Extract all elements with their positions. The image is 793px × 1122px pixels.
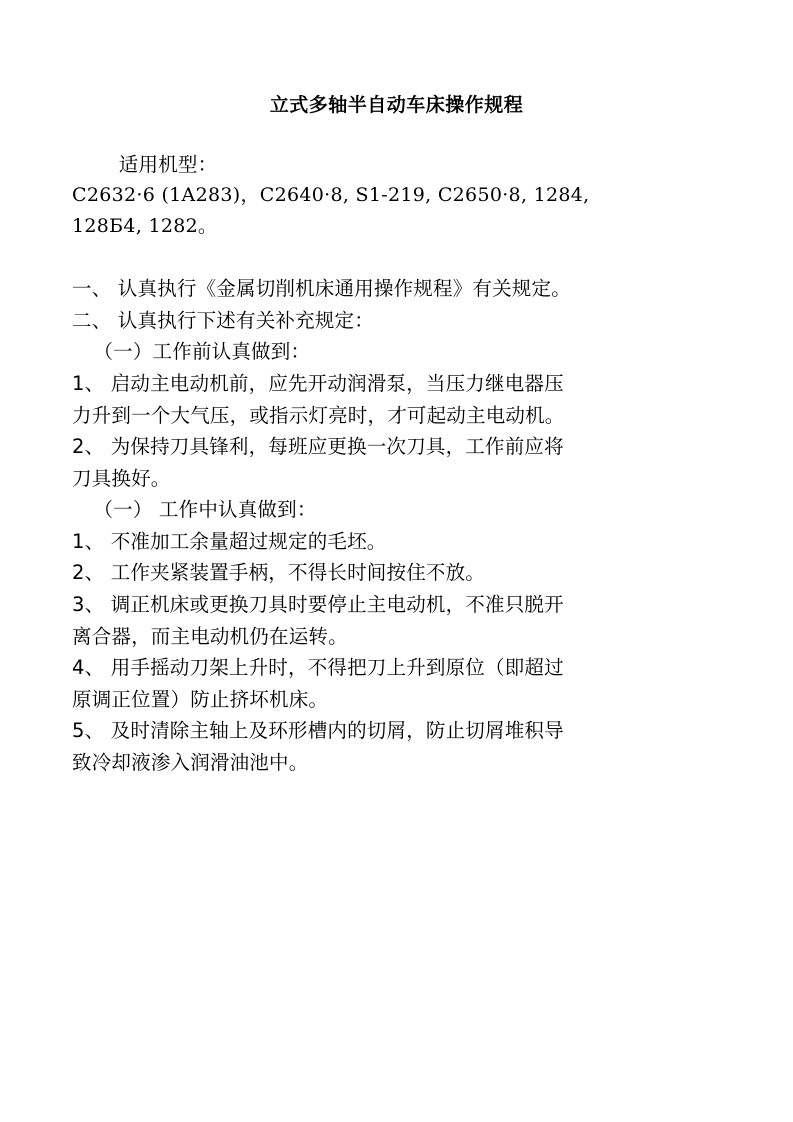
item-1-2-cont: 刀具换好。 xyxy=(72,466,171,490)
item-2-4-cont: 原调正位置）防止挤坏机床。 xyxy=(72,687,329,711)
item-2-5-cont: 致冷却液渗入润滑油池中。 xyxy=(72,750,309,774)
applicable-models-label: 适用机型： xyxy=(118,152,218,176)
item-2-2: 2、 工作夹紧装置手柄，不得长时间按住不放。 xyxy=(72,561,486,585)
page-title: 立式多轴半自动车床操作规程 xyxy=(269,94,524,116)
subsection-2-heading: （一） 工作中认真做到： xyxy=(93,498,317,522)
spacer xyxy=(72,242,721,274)
item-2-3-cont: 离合器，而主电动机仍在运转。 xyxy=(72,624,348,648)
models-line-2: 128Б4, 1282。 xyxy=(72,214,218,237)
subsection-1-heading: （一）工作前认真做到： xyxy=(93,340,311,364)
models-line-1: C2632·6 (1A283)，C2640·8, S1-219, C2650·8, 1284, xyxy=(72,184,590,207)
section-1: 一、 认真执行《金属切削机床通用操作规程》有关规定。 xyxy=(72,277,571,301)
item-2-3: 3、 调正机床或更换刀具时要停止主电动机，不准只脱开 xyxy=(72,593,564,617)
item-2-5: 5、 及时清除主轴上及环形槽内的切屑，防止切屑堆积导 xyxy=(72,719,564,743)
item-1-2: 2、 为保持刀具锋利，每班应更换一次刀具，工作前应将 xyxy=(72,435,564,459)
item-2-4: 4、 用手摇动刀架上升时，不得把刀上升到原位（即超过 xyxy=(72,656,564,680)
section-2: 二、 认真执行下述有关补充规定： xyxy=(72,308,374,332)
item-1-1: 1、 启动主电动机前，应先开动润滑泵，当压力继电器压 xyxy=(72,372,564,396)
item-2-1: 1、 不准加工余量超过规定的毛坯。 xyxy=(72,529,387,553)
document-body xyxy=(72,149,721,779)
item-1-1-cont: 力升到一个大气压，或指示灯亮时，才可起动主电动机。 xyxy=(72,403,565,427)
